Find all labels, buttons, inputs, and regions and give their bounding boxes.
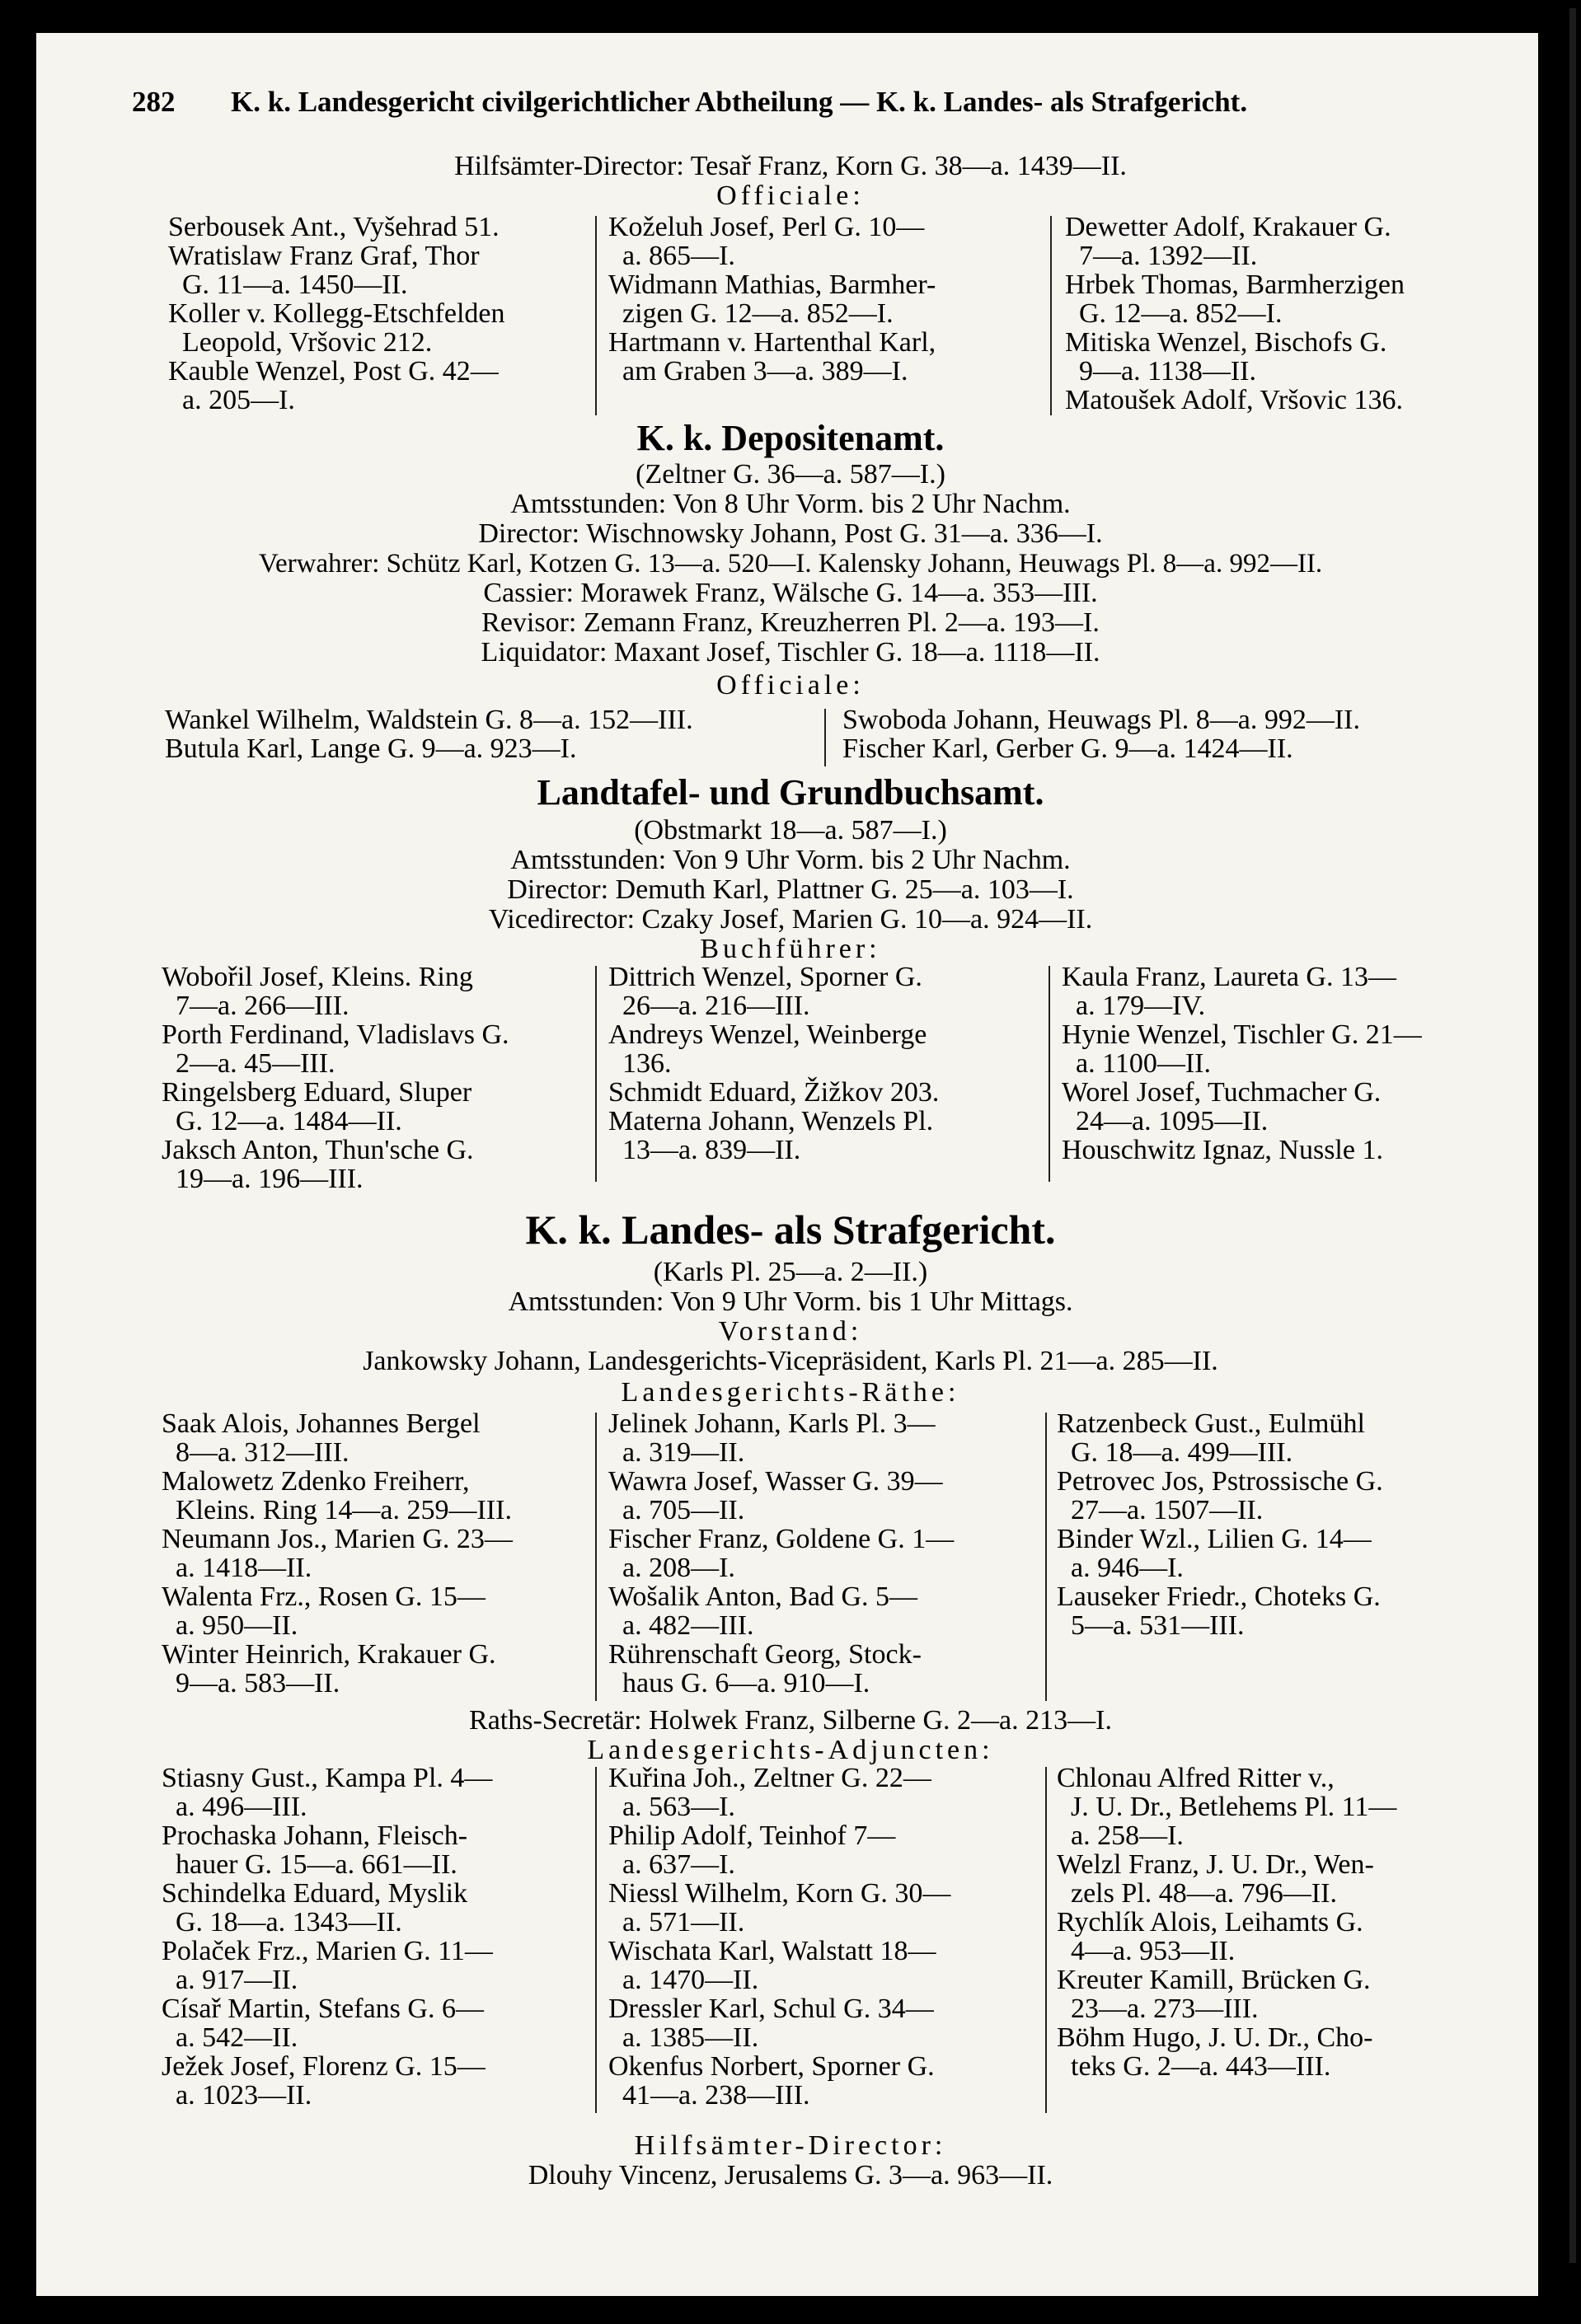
rathe-column-1 [162,1409,513,1698]
column-divider [824,709,826,766]
entry-line: G. 12—a. 852—I. [1065,298,1283,329]
hilfsamter-heading: Hilfsämter-Director: [634,2130,947,2161]
entry-line: Wischata Karl, Walstatt 18— [608,1936,936,1966]
entry-line: Koller v. Kollegg-Etschfelden [168,298,505,329]
entry-line: Worel Josef, Tuchmacher G. [1062,1077,1382,1108]
column-divider [1045,1413,1047,1701]
entry-line: Kreuter Kamill, Brücken G. [1057,1965,1371,1995]
depositenamt-officiale-heading: Officiale: [716,670,865,700]
entry-line: Winter Heinrich, Krakauer G. [162,1639,496,1670]
strafgericht-hours: Amtsstunden: Von 9 Uhr Vorm. bis 1 Uhr Mittags. [508,1286,1073,1317]
entry-line: 7—a. 266—III. [162,991,350,1021]
entry-line: a. 1100—II. [1062,1048,1211,1079]
entry-line: Niessl Wilhelm, Korn G. 30— [608,1878,951,1909]
entry-line: Mitiska Wenzel, Bischofs G. [1065,327,1387,358]
buchfuhrer-heading: Buchführer: [700,934,881,964]
entry-line: haus G. 6—a. 910—I. [608,1668,870,1698]
depositenamt-address: (Zeltner G. 36—a. 587—I.) [636,459,945,490]
officiale-heading: Officiale: [716,180,865,211]
entry-line: Císař Martin, Stefans G. 6— [162,1994,484,2024]
entry-line: Neumann Jos., Marien G. 23— [162,1524,513,1554]
entry-line: 26—a. 216—III. [608,991,810,1021]
page-number: 282 [132,86,176,118]
entry-line: Kauble Wenzel, Post G. 42— [168,356,499,387]
entry-line: 19—a. 196—III. [162,1164,364,1194]
entry-line: 136. [608,1048,672,1079]
entry-line: Polaček Frz., Marien G. 11— [162,1936,493,1966]
entry-line: Widmann Mathias, Barmher- [608,269,936,300]
rathe-heading: Landesgerichts-Räthe: [621,1377,960,1408]
hilfsamter-director-line: Hilfsämter-Director: Tesař Franz, Korn G. 38—a. 1439—II. [454,151,1127,181]
buchfuhrer-column-1 [162,963,509,1193]
entry-line: a. 571—II. [608,1907,745,1937]
entry-line: Böhm Hugo, J. U. Dr., Cho- [1057,2022,1373,2053]
entry-line: Fischer Karl, Gerber G. 9—a. 1424—II. [842,733,1293,764]
entry-line: Schmidt Eduard, Žižkov 203. [608,1077,940,1108]
entry-line: Ringelsberg Eduard, Sluper [162,1077,472,1108]
entry-line: Kleins. Ring 14—a. 259—III. [162,1495,512,1525]
rathe-column-2 [608,1409,954,1698]
entry-line: Dewetter Adolf, Krakauer G. [1065,212,1391,242]
entry-line: a. 179—IV. [1062,991,1206,1021]
entry-line: a. 258—I. [1057,1820,1184,1851]
entry-line: Kaula Franz, Laureta G. 13— [1062,962,1396,992]
buchfuhrer-column-3 [1062,963,1422,1164]
officiale-column-1 [168,213,505,415]
entry-line: Prochaska Johann, Fleisch- [162,1820,468,1851]
entry-line: Hynie Wenzel, Tischler G. 21— [1062,1019,1422,1050]
entry-line: a. 950—II. [162,1610,298,1641]
vorstand-entry: Jankowsky Johann, Landesgerichts-Vicepräsident, Karls Pl. 21—a. 285—II. [363,1346,1218,1376]
depositenamt-director: Director: Wischnowsky Johann, Post G. 31—a. 336—I. [478,518,1103,549]
landtafel-hours: Amtsstunden: Von 9 Uhr Vorm. bis 2 Uhr Nachm. [510,845,1071,875]
column-divider [1045,1767,1047,2113]
entry-line: a. 208—I. [608,1553,735,1583]
entry-line: Okenfus Norbert, Sporner G. [608,2051,935,2082]
entry-line: teks G. 2—a. 443—III. [1057,2051,1331,2082]
entry-line: 41—a. 238—III. [608,2080,810,2111]
entry-line: a. 1418—II. [162,1553,312,1583]
depositenamt-title: K. k. Depositenamt. [636,418,945,458]
strafgericht-title: K. k. Landes- als Strafgericht. [525,1207,1056,1253]
column-divider [595,1767,597,2113]
raths-secretar: Raths-Secretär: Holwek Franz, Silberne G. 2—a. 213—I. [469,1705,1112,1736]
entry-line: 23—a. 273—III. [1057,1994,1259,2024]
entry-line: G. 12—a. 1484—II. [162,1106,402,1136]
entry-line: Dressler Karl, Schul G. 34— [608,1994,934,2024]
entry-line: Wawra Josef, Wasser G. 39— [608,1466,943,1497]
entry-line: G. 18—a. 1343—II. [162,1907,402,1937]
depositenamt-liquidator: Liquidator: Maxant Josef, Tischler G. 18—a. 1118—II. [481,637,1100,668]
column-divider [595,216,597,415]
entry-line: 9—a. 583—II. [162,1668,340,1698]
entry-line: Wošalik Anton, Bad G. 5— [608,1581,918,1612]
page-edge [1569,8,1576,2263]
entry-line: Wratislaw Franz Graf, Thor [168,241,480,271]
entry-line: a. 946—I. [1057,1553,1184,1583]
entry-line: Chlonau Alfred Ritter v., [1057,1763,1335,1793]
running-header [132,86,1418,119]
hilfsamter-entry: Dlouhy Vincenz, Jerusalems G. 3—a. 963—II. [528,2160,1053,2190]
entry-line: Lauseker Friedr., Choteks G. [1057,1581,1381,1612]
entry-line: 2—a. 45—III. [162,1048,335,1079]
adjuncten-column-2 [608,1764,950,2110]
entry-line: a. 865—I. [608,241,735,271]
entry-line: Kuřina Joh., Zeltner G. 22— [608,1763,931,1793]
entry-line: G. 11—a. 1450—II. [168,269,408,300]
entry-line: Swoboda Johann, Heuwags Pl. 8—a. 992—II. [842,705,1360,735]
entry-line: Rührenschaft Georg, Stock- [608,1639,922,1670]
entry-line: a. 496—III. [162,1792,307,1822]
entry-line: zigen G. 12—a. 852—I. [608,298,894,329]
entry-line: a. 1385—II. [608,2022,759,2053]
entry-line: a. 1470—II. [608,1965,759,1995]
landtafel-title: Landtafel- und Grundbuchsamt. [537,772,1044,813]
entry-line: Rychlík Alois, Leihamts G. [1057,1907,1363,1937]
column-divider [1049,966,1050,1182]
entry-line: a. 319—II. [608,1437,745,1468]
entry-line: Hrbek Thomas, Barmherzigen [1065,269,1405,300]
entry-line: Hartmann v. Hartenthal Karl, [608,327,936,358]
adjuncten-column-1 [162,1764,493,2110]
entry-line: J. U. Dr., Betlehems Pl. 11— [1057,1792,1397,1822]
entry-line: a. 563—I. [608,1792,735,1822]
entry-line: 9—a. 1138—II. [1065,356,1256,387]
entry-line: Fischer Franz, Goldene G. 1— [608,1524,955,1554]
landtafel-address: (Obstmarkt 18—a. 587—I.) [634,815,947,846]
depositenamt-revisor: Revisor: Zemann Franz, Kreuzherren Pl. 2—a. 193—I. [481,607,1100,638]
entry-line: 24—a. 1095—II. [1062,1106,1269,1136]
entry-line: Serbousek Ant., Vyšehrad 51. [168,212,500,242]
officiale-column-2 [608,213,936,386]
entry-line: Ježek Josef, Florenz G. 15— [162,2051,486,2082]
entry-line: a. 205—I. [168,385,295,415]
entry-line: a. 482—III. [608,1610,754,1641]
entry-line: Houschwitz Ignaz, Nussle 1. [1062,1135,1383,1165]
entry-line: 13—a. 839—II. [608,1135,801,1165]
entry-line: Jaksch Anton, Thun'sche G. [162,1135,474,1165]
depositenamt-officiale-column-1 [165,705,693,763]
entry-line: 7—a. 1392—II. [1065,241,1258,271]
entry-line: am Graben 3—a. 389—I. [608,356,908,387]
entry-line: Butula Karl, Lange G. 9—a. 923—I. [165,733,577,764]
adjuncten-column-3 [1057,1764,1396,2081]
entry-line: G. 18—a. 499—III. [1057,1437,1293,1468]
entry-line: Matoušek Adolf, Vršovic 136. [1065,385,1404,415]
entry-line: Philip Adolf, Teinhof 7— [608,1820,896,1851]
entry-line: 5—a. 531—III. [1057,1610,1245,1641]
entry-line: 27—a. 1507—II. [1057,1495,1264,1525]
vorstand-heading: Vorstand: [718,1316,863,1347]
entry-line: Ratzenbeck Gust., Eulmühl [1057,1408,1365,1439]
entry-line: Leopold, Vršovic 212. [168,327,433,358]
entry-line: 4—a. 953—II. [1057,1936,1236,1966]
entry-line: Materna Johann, Wenzels Pl. [608,1106,934,1136]
entry-line: hauer G. 15—a. 661—II. [162,1849,457,1880]
entry-line: 8—a. 312—III. [162,1437,350,1468]
column-divider [595,966,597,1182]
entry-line: Binder Wzl., Lilien G. 14— [1057,1524,1372,1554]
entry-line: a. 917—II. [162,1965,298,1995]
entry-line: Schindelka Eduard, Myslik [162,1878,468,1909]
depositenamt-verwahrer: Verwahrer: Schütz Karl, Kotzen G. 13—a. 520—I. Kalensky Johann, Heuwags Pl. 8—a. 992—II. [258,549,1323,579]
strafgericht-address: (Karls Pl. 25—a. 2—II.) [653,1257,928,1287]
buchfuhrer-column-2 [608,963,939,1164]
depositenamt-officiale-column-2 [842,705,1360,763]
entry-line: a. 705—II. [608,1495,745,1525]
entry-line: a. 542—II. [162,2022,298,2053]
entry-line: Jelinek Johann, Karls Pl. 3— [608,1408,936,1439]
entry-line: Petrovec Jos, Pstrossische G. [1057,1466,1383,1497]
entry-line: Andreys Wenzel, Weinberge [608,1019,927,1050]
entry-line: Saak Alois, Johannes Bergel [162,1408,481,1439]
column-divider [1050,216,1052,415]
rathe-column-3 [1057,1409,1383,1640]
entry-line: Koželuh Josef, Perl G. 10— [608,212,925,242]
entry-line: a. 1023—II. [162,2080,312,2111]
entry-line: Stiasny Gust., Kampa Pl. 4— [162,1763,493,1793]
entry-line: Porth Ferdinand, Vladislavs G. [162,1019,509,1050]
entry-line: Welzl Franz, J. U. Dr., Wen- [1057,1849,1374,1880]
entry-line: Malowetz Zdenko Freiherr, [162,1466,470,1497]
entry-line: Wobořil Josef, Kleins. Ring [162,962,473,992]
adjuncten-heading: Landesgerichts-Adjuncten: [587,1735,994,1765]
officiale-column-3 [1065,213,1405,415]
landtafel-director: Director: Demuth Karl, Plattner G. 25—a. 103—I. [507,874,1074,905]
depositenamt-cassier: Cassier: Morawek Franz, Wälsche G. 14—a. 353—III. [483,578,1098,608]
header-title: K. k. Landesgericht civilgerichtlicher Abtheilung — K. k. Landes- als Strafgericht. [231,86,1248,118]
column-divider [595,1413,597,1701]
entry-line: Dittrich Wenzel, Sporner G. [608,962,922,992]
depositenamt-hours: Amtsstunden: Von 8 Uhr Vorm. bis 2 Uhr Nachm. [510,489,1071,519]
entry-line: Walenta Frz., Rosen G. 15— [162,1581,486,1612]
entry-line: zels Pl. 48—a. 796—II. [1057,1878,1337,1909]
entry-line: Wankel Wilhelm, Waldstein G. 8—a. 152—III. [165,705,693,735]
landtafel-vicedirector: Vicedirector: Czaky Josef, Marien G. 10—a. 924—II. [488,904,1093,935]
entry-line: a. 637—I. [608,1849,735,1880]
